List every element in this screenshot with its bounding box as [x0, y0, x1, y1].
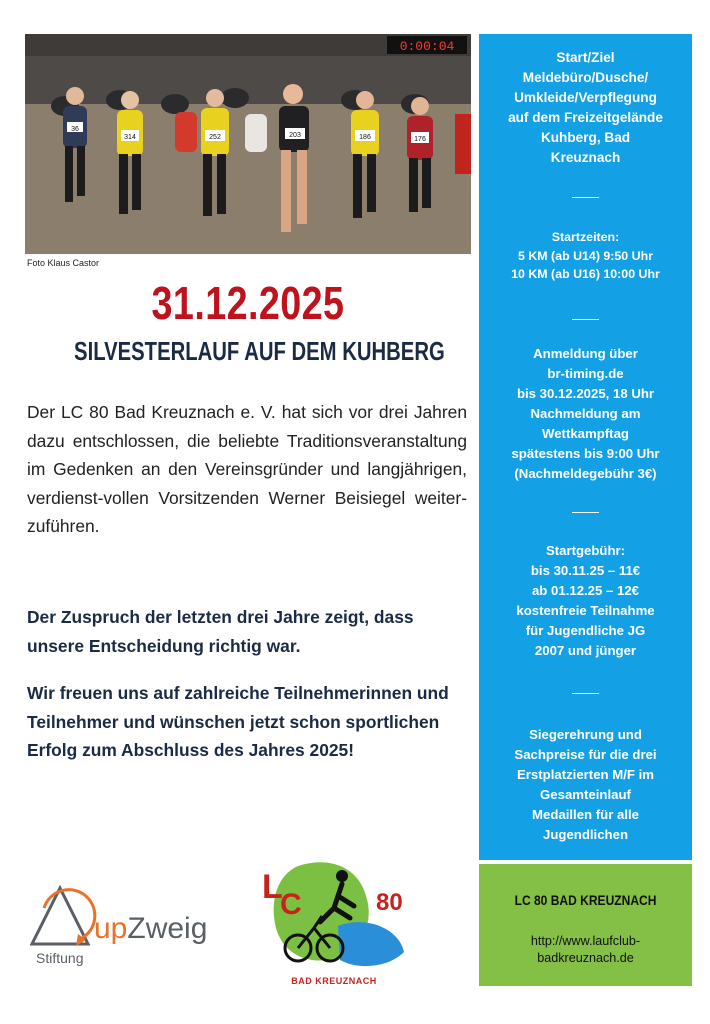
hero-photo [25, 34, 471, 254]
upzweig-wordmark: upZweig [94, 912, 208, 945]
registration-block: Anmeldung über br-timing.de bis 30.12.2025, 18 Uhr Nachmeldung am Wettkampftag spätestens bis 9:00 Uhr (Nachmeldegebühr 3€) [511, 346, 660, 481]
clock-digits: 0:00:04 [399, 39, 455, 54]
start-times-block: Startzeiten: 5 KM (ab U14) 9:50 Uhr 10 KM (ab U16) 10:00 Uhr [511, 230, 660, 281]
runners-illustration [25, 34, 471, 254]
photo-caption: Foto Klaus Castor [27, 258, 100, 268]
divider [572, 197, 599, 198]
svg-text:186: 186 [359, 134, 371, 141]
start-info-block: Start/Ziel Meldebüro/Dusche/ Umkleide/Verpflegung auf dem Freizeitgelände Kuhberg, Bad Kreuznach [508, 50, 663, 165]
event-title: SILVESTERLAUF AUF DEM KUHBERG [74, 336, 445, 366]
triangle-icon [30, 878, 100, 954]
svg-text:L: L [262, 868, 283, 906]
svg-text:176: 176 [414, 136, 426, 143]
svg-text:C: C [280, 888, 302, 921]
lc80-subtitle: BAD KREUZNACH [291, 976, 377, 986]
awards-block: Siegerehrung und Sachpreise für die drei Erstplatzierten M/F im Gesamteinlauf Medaillen für alle Jugendlichen [514, 727, 657, 842]
club-name: LC 80 BAD KREUZNACH [514, 892, 657, 908]
club-website-link[interactable]: http://www.laufclub- badkreuznach.de [530, 934, 641, 965]
upzweig-logo [30, 878, 210, 974]
divider [572, 512, 599, 513]
svg-text:80: 80 [376, 889, 403, 916]
upzweig-subtitle: Stiftung [36, 950, 84, 966]
divider [572, 693, 599, 694]
lc80-logo [258, 856, 408, 994]
info-sidebar [479, 34, 692, 860]
event-date: 31.12.2025 [151, 277, 345, 329]
svg-text:36: 36 [71, 126, 79, 133]
divider [572, 319, 599, 320]
club-box [479, 864, 692, 986]
intro-paragraph: Der LC 80 Bad Kreuznach e. V. hat sich vor drei Jahren dazu entschlossen, die beliebte Traditionsveranstaltung im Gedenken an den Vereinsgründer und langjährigen, verdienst-vollen Vorsitzenden Werner Beisiegel weiter-zuführen. [27, 402, 467, 537]
emphasis-paragraph: Der Zuspruch der letzten drei Jahre zeigt, dass unsere Entscheidung richtig war. [27, 607, 414, 656]
fees-block: Startgebühr: bis 30.11.25 – 11€ ab 01.12.25 – 12€ kostenfreie Teilnahme für Jugendliche JG 2007 und jünger [516, 543, 655, 658]
svg-text:252: 252 [209, 134, 221, 141]
club-emblem-icon [258, 856, 408, 976]
svg-text:203: 203 [289, 132, 301, 139]
svg-text:314: 314 [124, 134, 136, 141]
closing-paragraph: Wir freuen uns auf zahlreiche Teilnehmerinnen und Teilnehmer und wünschen jetzt schon sportlichen Erfolg zum Abschluss des Jahres 2025! [27, 683, 449, 761]
